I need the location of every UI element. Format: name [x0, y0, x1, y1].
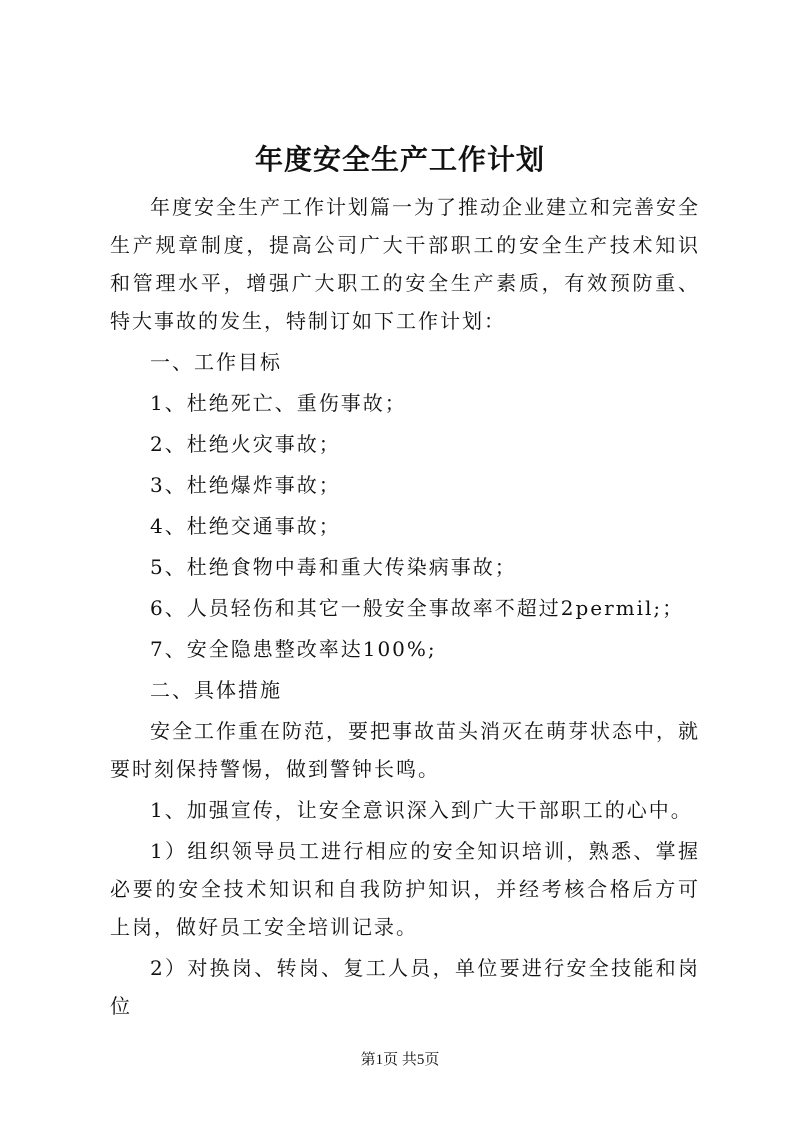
sub-item-job-change: 2）对换岗、转岗、复工人员，单位要进行安全技能和岗位	[110, 956, 700, 1018]
list-item-goal-3: 3、杜绝爆炸事故；	[150, 473, 341, 497]
list-item-goal-6: 6、人员轻伤和其它一般安全事故率不超过2permil;；	[150, 596, 685, 620]
section-heading-goals: 一、工作目标	[150, 350, 282, 374]
paragraph-intro: 年度安全生产工作计划篇一为了推动企业建立和完善安全生产规章制度，提高公司广大干部职工的安全生产技术知识和管理水平，增强广大职工的安全生产素质，有效预防重、特大事故的发生，特制订如下工作计划：	[110, 195, 700, 333]
list-item-goal-4: 4、杜绝交通事故；	[150, 514, 341, 538]
list-item-goal-2: 2、杜绝火灾事故；	[150, 432, 341, 456]
document-title: 年度安全生产工作计划	[254, 143, 545, 176]
document-body	[110, 188, 700, 1028]
sub-item-training: 1）组织领导员工进行相应的安全知识培训，熟悉、掌握必要的安全技术知识和自我防护知识，并经考核合格后方可上岗，做好员工安全培训记录。	[110, 839, 700, 939]
page-footer: 第1页 共5页	[360, 1052, 440, 1068]
list-item-goal-1: 1、杜绝死亡、重伤事故；	[150, 391, 407, 415]
paragraph-prevention: 安全工作重在防范，要把事故苗头消灭在萌芽状态中，就要时刻保持警惕，做到警钟长鸣。	[110, 719, 700, 781]
list-item-measure-1: 1、加强宣传，让安全意识深入到广大干部职工的心中。	[150, 798, 693, 822]
list-item-goal-5: 5、杜绝食物中毒和重大传染病事故；	[150, 555, 517, 579]
list-item-goal-7: 7、安全隐患整改率达100%;	[150, 637, 437, 661]
section-heading-measures: 二、具体措施	[150, 678, 282, 702]
